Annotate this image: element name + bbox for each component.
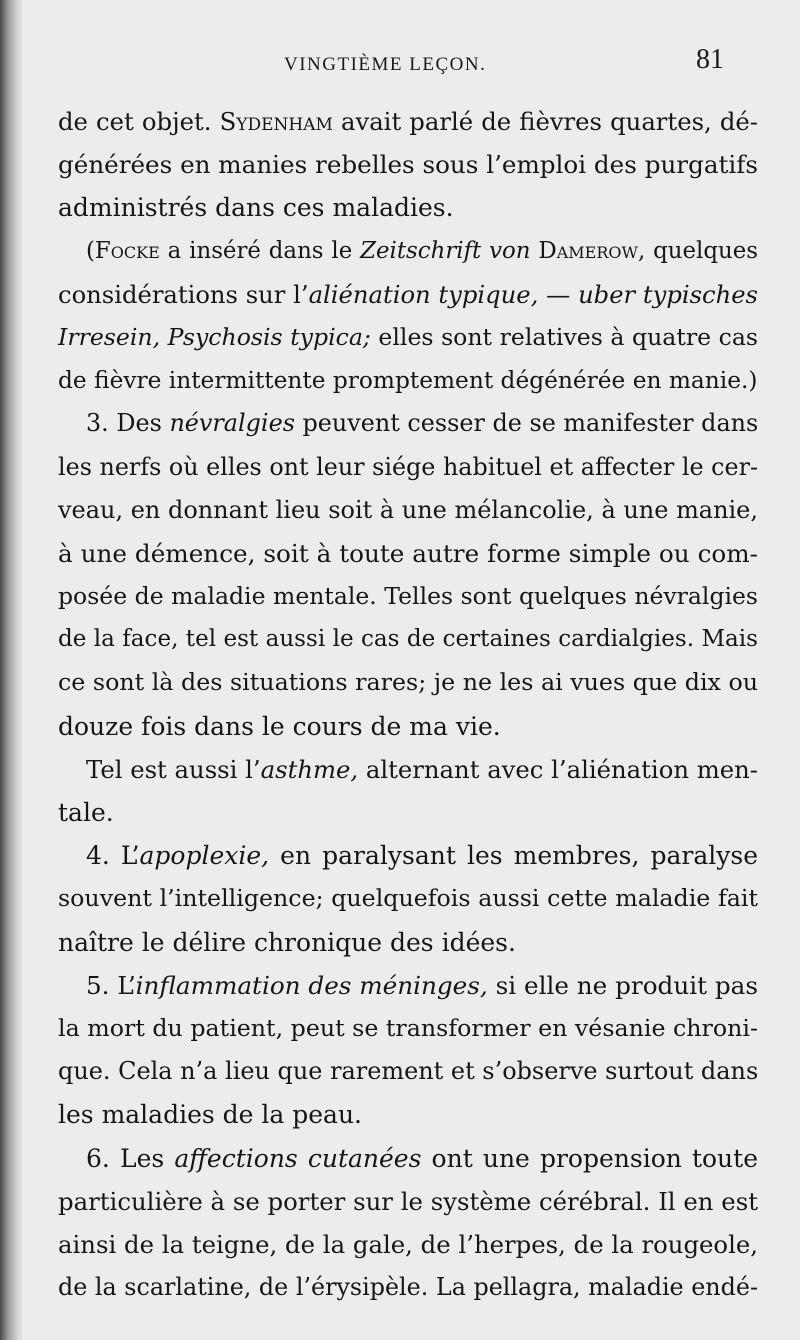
text-segment: particulière à se porter sur le système cérébral. Il en est [58,1186,758,1216]
text-line [58,1007,758,1050]
text-segment: veau, en donnant lieu soit à une mélancolie, à une manie, [58,495,758,524]
text-segment: souvent l’intelligence; quelquefois aussi cette maladie fait [58,884,758,913]
book-page [22,0,800,1340]
text-line [58,489,758,532]
italic-text: affections cutanées [174,1143,422,1173]
text-line [58,446,758,489]
text-segment: si elle ne produit pas [487,970,758,1000]
text-segment: a inséré dans le [159,237,361,264]
italic-text: aliénation typique, [308,279,539,309]
text-segment: Tel est aussi l’ [86,754,261,784]
text-segment: générées en manies rebelles sous l’emploi des purgatifs [58,150,758,180]
small-caps-name: Damerow [538,237,638,264]
text-line [58,791,758,834]
text-segment: 3. Des [86,409,170,438]
text-line [58,532,758,575]
text-segment: les maladies de la peau. [58,1100,362,1130]
text-segment: que. Cela n’a lieu que rarement et s’observe surtout dans [58,1057,759,1086]
text-line [58,921,758,964]
text-segment: , quelques [637,237,758,264]
text-segment: administrés dans ces maladies. [58,193,454,223]
italic-text: Zeitschrift von [360,237,531,264]
text-line [58,748,758,791]
text-segment: à une démence, soit à toute autre forme simple ou com- [58,538,758,568]
text-segment: alternant avec l’aliénation men- [358,754,758,784]
text-segment: de fièvre intermittente promptement dégénérée en manie.) [58,367,758,395]
text-segment: posée de maladie mentale. Telles sont quelques névralgies [58,582,758,611]
italic-text: asthme, [260,754,359,784]
text-segment: considérations sur l’ [58,279,309,309]
italic-text: Irresein, Psychosis typica; [58,322,371,351]
text-line [58,575,758,618]
text-segment: elles sont relatives à quatre cas [370,322,758,351]
text-segment: 5. L’ [86,970,136,1000]
text-line [58,1266,758,1309]
text-segment: de cet objet. [58,107,220,136]
text-segment: la mort du patient, peut se transformer en vésanie chroni- [58,1013,759,1042]
text-segment: de la scarlatine, de l’érysipèle. La pellagra, maladie endé- [58,1273,758,1302]
text-segment: ce sont là des situations rares; je ne les ai vues que dix ou [58,668,759,697]
text-line [58,1093,758,1136]
text-line [58,834,758,877]
text-segment: ainsi de la teigne, de la gale, de l’herpes, de la rougeole, [58,1229,758,1259]
text-line [58,100,758,143]
small-caps-name: (Focke [86,237,160,264]
text-line [58,661,758,704]
text-line [58,964,758,1007]
text-segment: douze fois dans le cours de ma vie. [58,711,501,741]
text-segment: avait parlé de fièvres quartes, dé- [332,107,759,136]
text-segment: 6. Les [86,1143,175,1173]
text-line [58,877,758,920]
text-segment: 4. L’ [86,841,140,871]
text-line [58,402,758,445]
text-segment: tale. [58,798,114,827]
text-line [58,230,758,273]
text-line [58,1050,758,1093]
text-segment: ont une propension toute [421,1143,758,1173]
italic-text: apoplexie, [139,841,270,871]
text-line [58,186,758,229]
text-line [58,273,758,316]
text-segment: de la face, tel est aussi le cas de certaines cardialgies. Mais [58,626,758,653]
text-line [58,316,758,359]
body-text [58,100,758,1309]
small-caps-name: Sydenham [219,107,333,136]
text-line [58,1137,758,1180]
text-line [58,143,758,186]
page-number: 81 [696,44,724,75]
text-segment: en paralysant les membres, paralyse [269,841,758,871]
italic-text: névralgies [169,409,295,438]
text-line [58,618,758,661]
italic-text: uber typisches [578,279,758,309]
text-segment: naître le délire chronique des idées. [58,927,516,957]
italic-text: inflammation des méninges, [135,970,488,1000]
text-line [58,705,758,748]
text-segment: — [538,279,579,309]
text-segment: peuvent cesser de se manifester dans [294,409,759,438]
page-header [22,44,800,84]
text-line [58,359,758,402]
text-line [58,1223,758,1266]
running-head: VINGTIÈME LEÇON. [284,54,487,75]
text-line [58,1180,758,1223]
text-segment: les nerfs où elles ont leur siége habituel et affecter le cer- [58,452,758,481]
